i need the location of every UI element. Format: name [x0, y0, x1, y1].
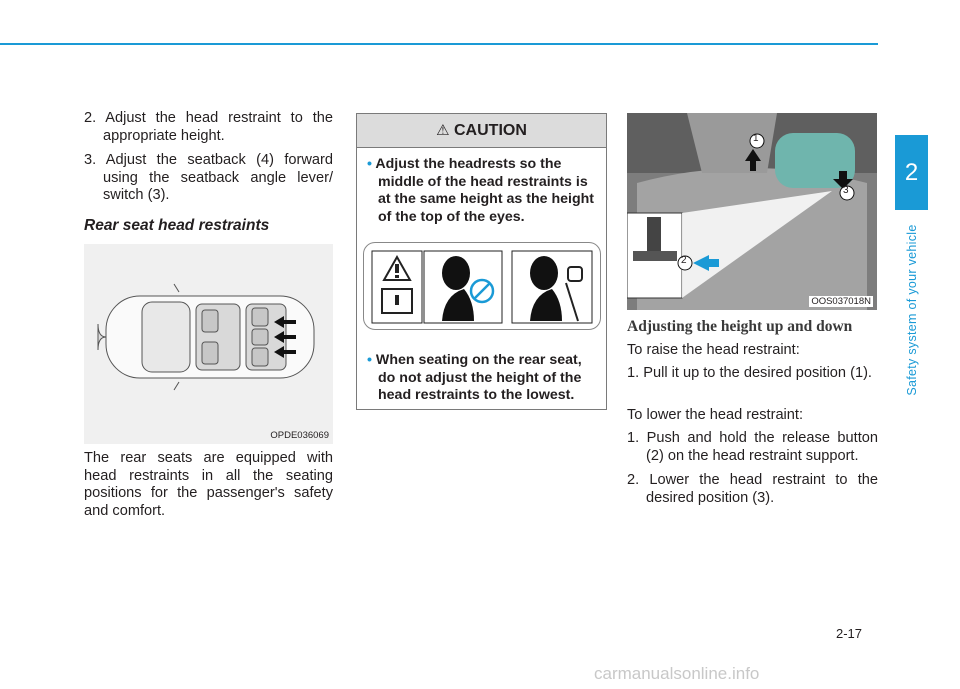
rear-seat-body: [84, 450, 333, 520]
section-name: [903, 215, 921, 405]
caution-title: CAUTION: [454, 122, 527, 139]
figure-code: OPDE036069: [270, 430, 329, 441]
caution-bullet-2: [367, 352, 601, 405]
callout-2: 2: [681, 255, 687, 266]
caution-box: [356, 113, 607, 410]
rear-seat-heading: Rear seat head restraints: [84, 217, 270, 234]
raise-step-1: 1. Pull it up to the desired position (1).: [627, 365, 872, 381]
caution-bullet-1: [367, 156, 601, 226]
raise-intro: To raise the head restraint:: [627, 341, 800, 358]
caution-header: [357, 114, 606, 148]
bullet-dot-icon: •: [367, 352, 376, 368]
section-name-text: Safety system of your vehicle: [905, 224, 919, 396]
caution-bullet-1-text: Adjust the headrests so the middle of the head restraints is at the same height as the height of the top of the eyes.: [375, 156, 595, 225]
lower-step-1: 1. Push and hold the release button (2) on the head restraint support.: [627, 430, 878, 464]
figure-code: OOS037018N: [811, 296, 871, 307]
adjust-height-heading: Adjusting the height up and down: [627, 318, 853, 335]
warning-triangle-icon: ⚠: [436, 122, 450, 139]
rear-seat-paragraph: The rear seats are equipped with head restraints in all the seating positions for the passenger's safety and comfort.: [84, 450, 333, 519]
headrest-adjust-figure: [627, 113, 877, 310]
lower-step-2: 2. Lower the head restraint to the desired position (3).: [627, 472, 878, 506]
chapter-tab: 2: [895, 135, 928, 210]
rear-seat-figure: [84, 244, 333, 444]
header-rule: [0, 43, 878, 45]
callout-1: 1: [753, 133, 759, 144]
caution-bullet-2-text: When seating on the rear seat, do not adjust the height of the head restraints to the lowest.: [375, 352, 582, 403]
headrest-photo-illustration: [627, 113, 877, 310]
callout-3: 3: [843, 185, 849, 196]
headrest-warning-illustration: [363, 242, 601, 330]
lower-intro: To lower the head restraint:: [627, 406, 804, 423]
page-number: 2-17: [836, 626, 863, 641]
watermark: carmanualsonline.info: [594, 664, 760, 683]
headrest-pictogram: [364, 243, 600, 329]
step-3: 3. Adjust the seatback (4) forward using the seatback angle lever/ switch (3).: [84, 152, 333, 203]
car-top-view-illustration: [84, 244, 333, 424]
left-column: [84, 110, 333, 212]
step-2: 2. Adjust the head restraint to the appropriate height.: [84, 110, 333, 144]
right-column-text: [627, 318, 878, 514]
bullet-dot-icon: •: [367, 156, 376, 172]
